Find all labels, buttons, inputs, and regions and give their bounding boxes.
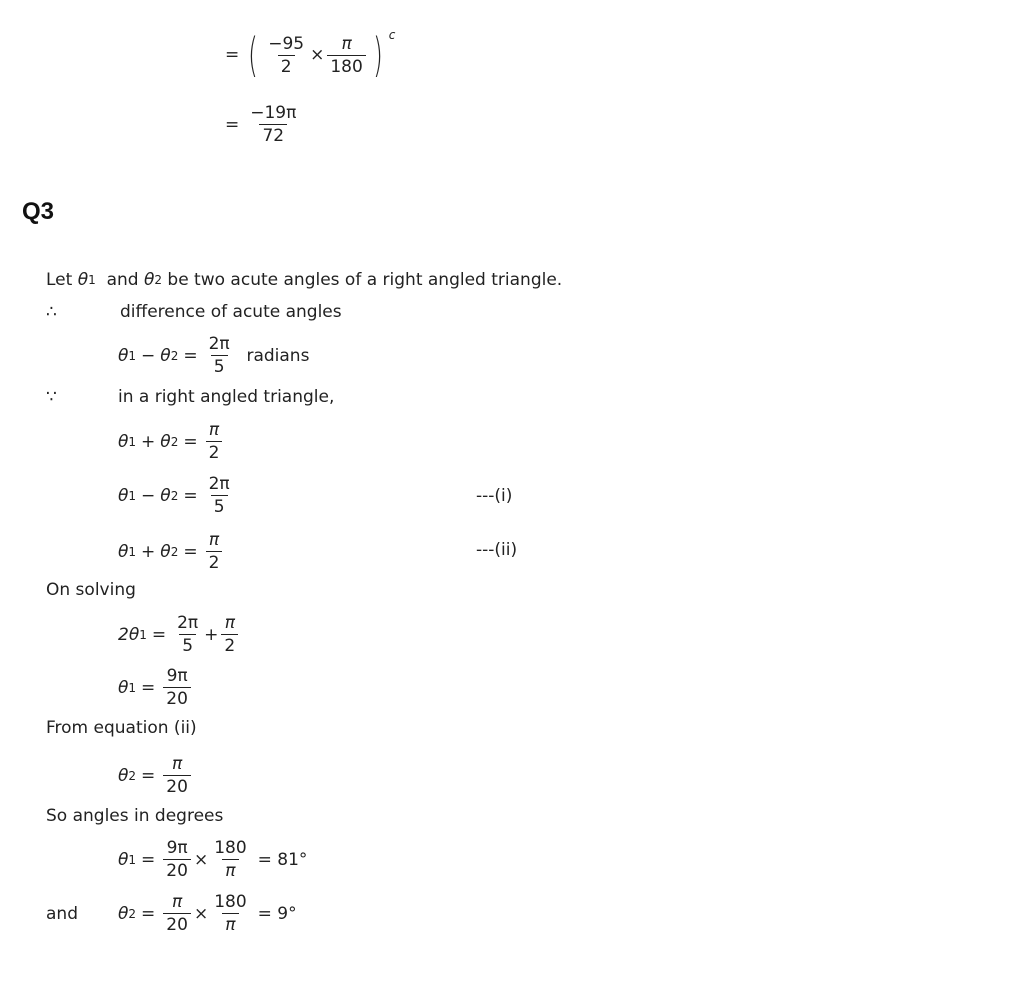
on-solving-text: On solving <box>46 580 136 600</box>
equation-label-ii: ---(ii) <box>476 540 518 560</box>
fraction-neg95-over-2: $\frac{-95}{2}$ <box>268 33 305 77</box>
conversion-step-1 <box>220 28 396 82</box>
solving-equation: 2θ 1 = $\frac{2\pi}{5}$ + $\frac{\pi}{2}$ <box>118 613 241 656</box>
equation-i: θ 1 − θ 2 = $\frac{2\pi}{5}$ <box>118 474 230 517</box>
question-label: Q3 <box>22 198 55 225</box>
right-triangle-text: in a right angled triangle, <box>118 387 335 407</box>
therefore-symbol: ∴ <box>46 302 57 322</box>
fraction-neg19pi-over-72: $\frac{-19\pi}{72}$ <box>250 103 297 146</box>
intro-sentence: Let θ 1 and θ 2 be two acute angles of a right angled triangle. <box>46 270 563 290</box>
and-word: and <box>46 904 78 924</box>
fraction-pi-over-180: $\frac{\pi}{180}$ <box>327 34 365 77</box>
conversion-step-2 <box>220 103 302 146</box>
equals-sign: = <box>225 114 240 135</box>
equation-ii: θ 1 + θ 2 = $\frac{\pi}{2}$ <box>118 530 225 573</box>
difference-equation: θ 1 − θ 2 = $\frac{2\pi}{5}$ radians <box>118 334 310 377</box>
angles-in-degrees-text: So angles in degrees <box>46 806 224 826</box>
sum-equation: θ 1 + θ 2 = $\frac{\pi}{2}$ <box>118 420 225 463</box>
difference-text: difference of acute angles <box>120 302 342 322</box>
from-equation-text: From equation (ii) <box>46 718 197 738</box>
because-symbol: ∵ <box>46 387 57 407</box>
theta1-result: θ 1 = $\frac{9\pi}{20}$ <box>118 666 194 709</box>
theta1-degrees: θ 1 = $\frac{9\pi}{20}$ × $\frac{180}{\pi}$ = 81° <box>118 838 308 881</box>
theta2-result: θ 2 = $\frac{\pi}{20}$ <box>118 754 194 797</box>
equals-sign: = <box>225 45 240 65</box>
equation-label-i: ---(i) <box>476 486 513 506</box>
times-sign: × <box>310 45 325 65</box>
theta2-degrees: θ 2 = $\frac{\pi}{20}$ × $\frac{180}{\pi}$ = 9° <box>118 892 297 935</box>
left-paren: ( <box>248 28 259 82</box>
radian-superscript: c <box>388 28 396 42</box>
right-paren: ) <box>372 28 383 82</box>
